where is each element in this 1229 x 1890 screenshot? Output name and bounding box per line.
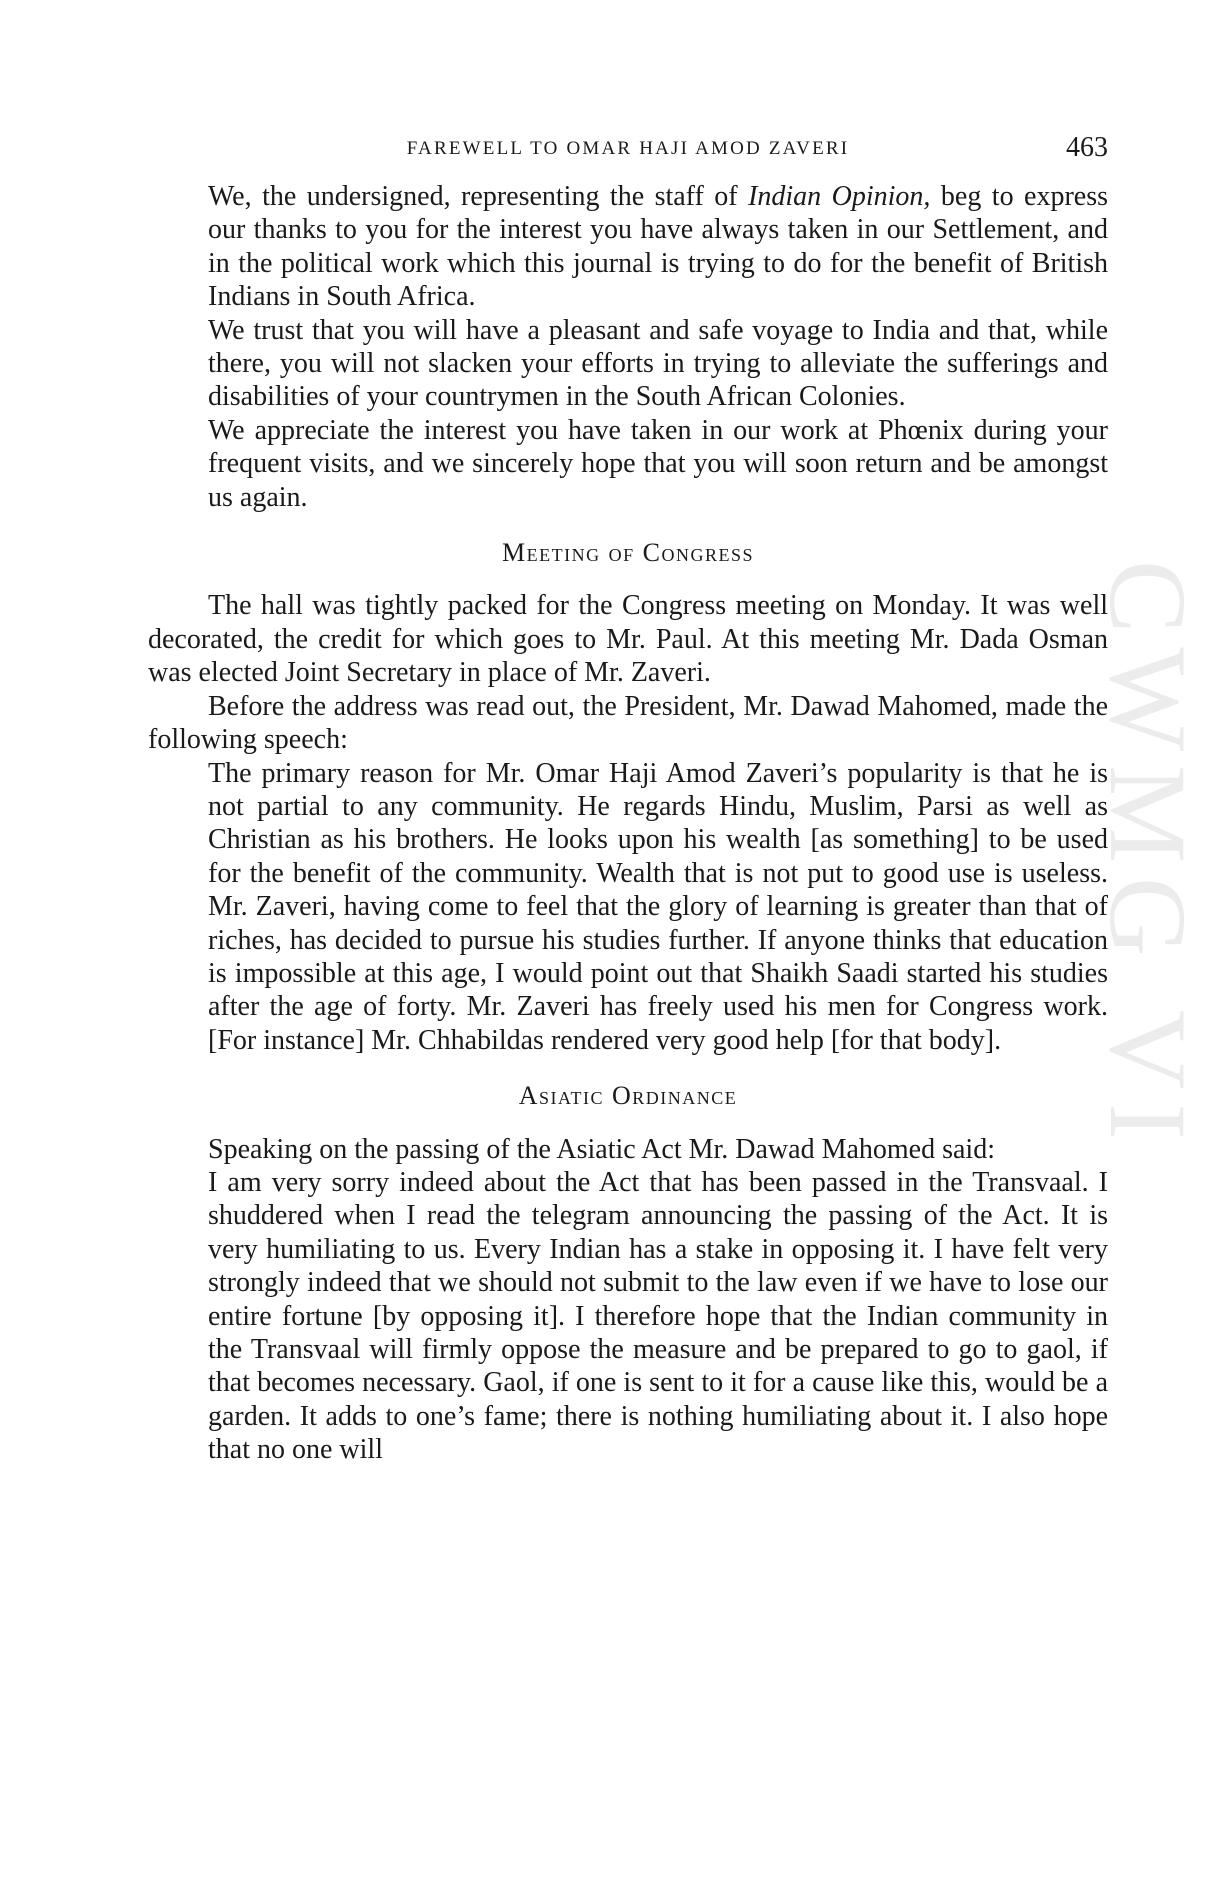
address-paragraph-3: We appreciate the interest you have taken in our work at Phœnix during your frequent visits, and we sincerely hope that you will soon return and be amongst us again. [208, 414, 1108, 513]
section-heading-meeting: Meeting of Congress [502, 538, 754, 568]
meeting-paragraph-2: Before the address was read out, the President, Mr. Dawad Mahomed, made the following speech: [148, 690, 1108, 756]
section-heading-ordinance: Asiatic Ordinance [518, 1081, 738, 1111]
address-p1-end: beg to express our thanks to you for the interest you have always taken in our Settlement, and in the political work which this journal is trying to do for the benefit of British Indians in South Africa. [208, 181, 1109, 313]
running-title: FAREWELL TO OMAR HAJI AMOD ZAVERI [406, 138, 850, 159]
watermark: CWMG VI [1087, 560, 1209, 1155]
body-text [148, 180, 1108, 1467]
president-speech-quote: The primary reason for Mr. Omar Haji Amod Zaveri’s popularity is that he is not partial to any community. He regards Hindu, Muslim, Parsi as well as Christian as his brothers. He looks upon his wealth [as something] to be used for the benefit of the community. Wealth that is not put to good use is useless. Mr. Zaveri, having come to feel that the glory of learning is greater than that of riches, has decided to pursue his studies further. If anyone thinks that education is impossible at this age, I would point out that Shaikh Saadi started his studies after the age of forty. Mr. Zaveri has freely used his men for Congress work. [For instance] Mr. Chhabildas rendered very good help [for that body]. [208, 757, 1108, 1056]
meeting-paragraph-1: The hall was tightly packed for the Congress meeting on Monday. It was well decorated, the credit for which goes to Mr. Paul. At this meeting Mr. Dada Osman was elected Joint Secretary in place of Mr. Zaveri. [148, 590, 1108, 689]
address-paragraph-1 [148, 180, 1108, 314]
address-p1-start: We, the undersigned, representing the staff of [208, 181, 749, 212]
address-paragraph-2: We trust that you will have a pleasant and safe voyage to India and that, while there, you will not slacken your efforts in trying to alleviate the sufferings and disabilities of your countrymen in the South African Colonies. [208, 314, 1108, 413]
ordinance-speech-quote: I am very sorry indeed about the Act that has been passed in the Transvaal. I shuddered when I read the telegram announcing the passing of the Act. It is very humiliating to us. Every Indian has a stake in opposing it. I have felt very strongly indeed that we should not submit to the law even if we have to lose our entire fortune [by opposing it]. I therefore hope that the Indian community in the Transvaal will firmly oppose the measure and be prepared to go to gaol, if that becomes necessary. Gaol, if one is sent to it for a cause like this, would be a garden. It adds to one’s fame; there is nothing humiliating about it. I also hope that no one will [208, 1166, 1108, 1466]
running-header [148, 132, 1108, 166]
ordinance-paragraph-1: Speaking on the passing of the Asiatic Act Mr. Dawad Mahomed said: [208, 1133, 995, 1165]
newspaper-title: Indian Opinion, [748, 181, 931, 212]
page-number: 463 [1066, 132, 1108, 163]
